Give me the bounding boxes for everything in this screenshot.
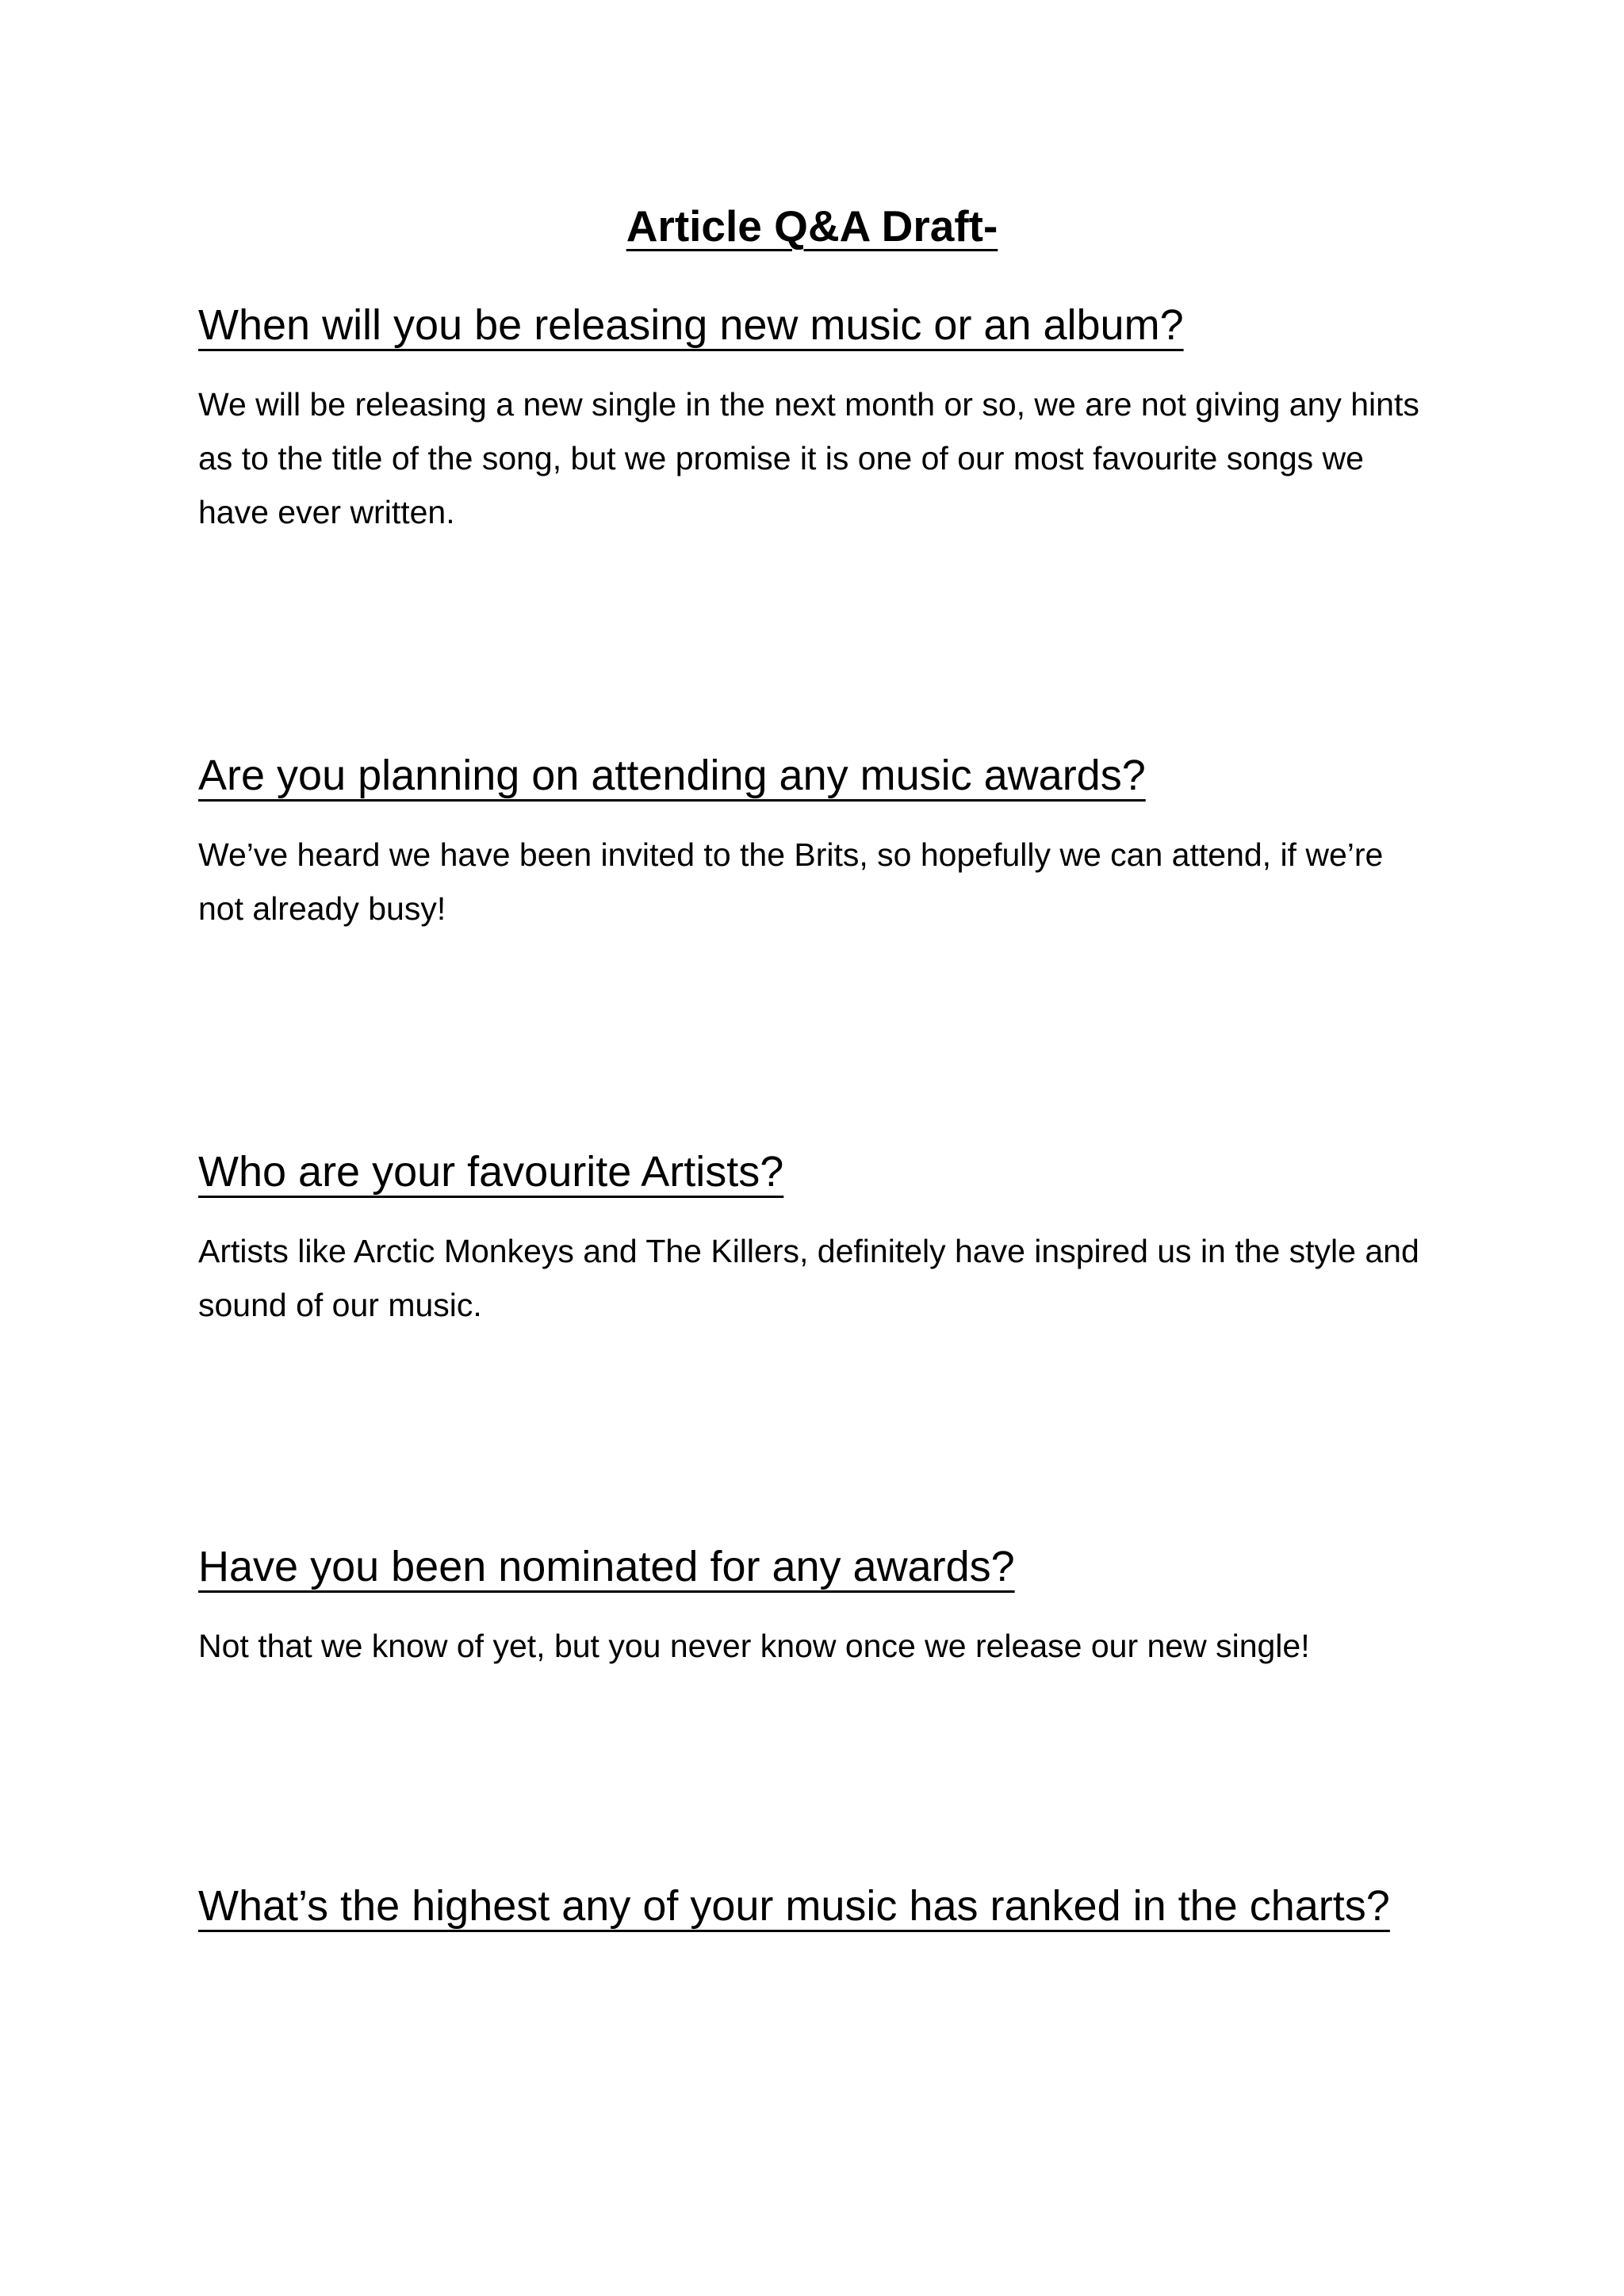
question-heading: Are you planning on attending any music awards? [198,752,1146,799]
document-title: Article Q&A Draft- [626,201,998,251]
answer-text: Artists like Arctic Monkeys and The Killers, definitely have inspired us in the style and sound of our music. [198,1233,1419,1323]
question-heading: When will you be releasing new music or an album? [198,301,1184,349]
answer-text: We’ve heard we have been invited to the Brits, so hopefully we can attend, if we’re not already busy! [198,836,1384,927]
qa-section [198,289,1435,539]
answer-text: We will be releasing a new single in the next month or so, we are not giving any hints as to the title of the song, but we promise it is one of our most favourite songs we have ever written. [198,386,1419,530]
question-heading: Who are your favourite Artists? [198,1148,784,1196]
question-heading: Have you been nominated for any awards? [198,1543,1015,1590]
qa-section [198,739,1435,936]
answer-text: Not that we know of yet, but you never know once we release our new single! [198,1628,1310,1664]
qa-section [198,1135,1435,1332]
qa-section [198,1530,1435,1673]
qa-section [198,1869,1435,1942]
question-heading: What’s the highest any of your music has ranked in the charts? [198,1882,1390,1930]
